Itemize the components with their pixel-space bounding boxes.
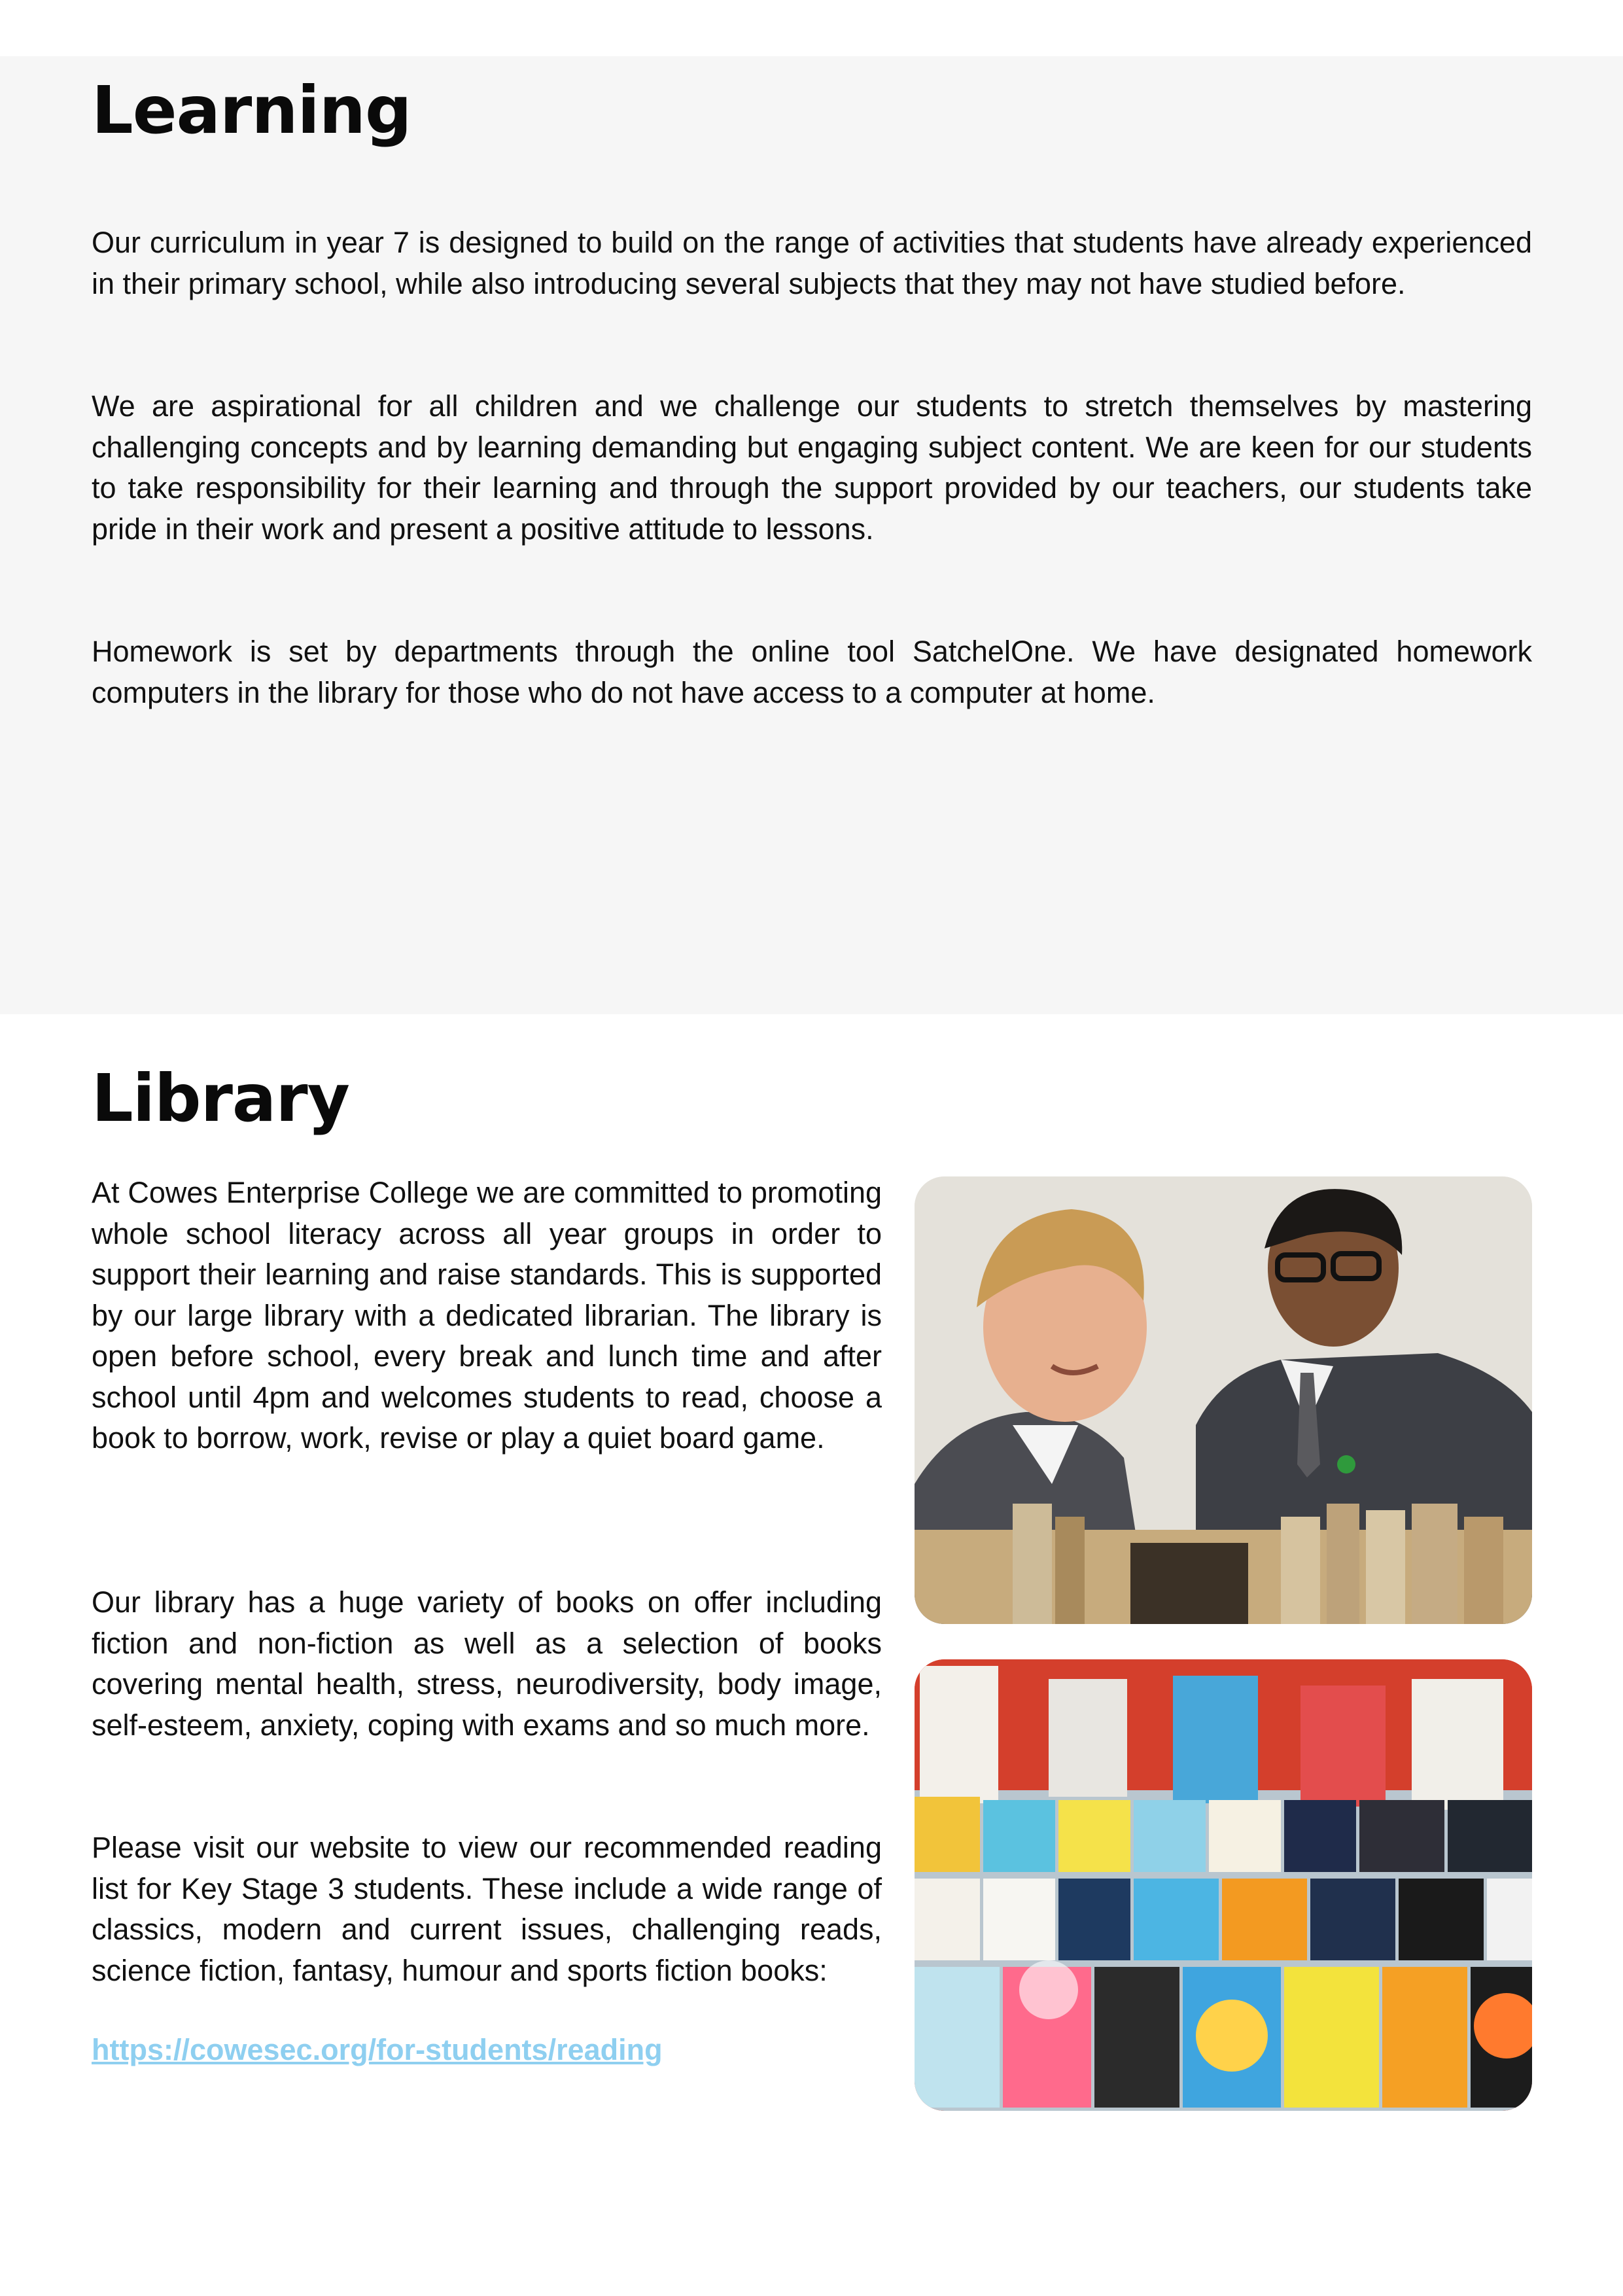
library-heading: Library <box>92 1060 349 1137</box>
book-display-photo <box>915 1659 1532 2111</box>
library-paragraph-2: Our library has a huge variety of books on offer including fiction and non-fiction as well as a selection of books covering mental health, stress, neurodiversity, body image, self-esteem, anxiety, coping with exams and so much more. <box>92 1585 882 1742</box>
learning-paragraph-1: Our curriculum in year 7 is designed to build on the range of activities that students have already experienced in their primary school, while also introducing several subjects that they may not have studied before. <box>92 226 1532 300</box>
library-paragraph-3: Please visit our website to view our recommended reading list for Key Stage 3 students. These include a wide range of classics, modern and current issues, challenging reads, science fiction, fantasy, humour and sports fiction books: <box>92 1831 882 1987</box>
learning-heading: Learning <box>92 72 411 149</box>
students-reading-photo <box>915 1176 1532 1624</box>
reading-list-link[interactable]: https://cowesec.org/for-students/reading <box>92 2033 663 2066</box>
library-paragraph-1: At Cowes Enterprise College we are committed to promoting whole school literacy across all year groups in order to support their learning and raise standards. This is supported by our large library with a dedicated librarian. The library is open before school, every break and lunch time and after school until 4pm and welcomes students to read, choose a book to borrow, work, revise or play a quiet board game. <box>92 1176 882 1455</box>
learning-paragraph-3: Homework is set by departments through the online tool SatchelOne. We have designated homework computers in the library for those who do not have access to a computer at home. <box>92 635 1532 709</box>
learning-paragraph-2: We are aspirational for all children and we challenge our students to stretch themselves by mastering challenging concepts and by learning demanding but engaging subject content. We are keen for our students to take responsibility for their learning and through the support provided by our teachers, our students take pride in their work and present a positive attitude to lessons. <box>92 389 1532 546</box>
